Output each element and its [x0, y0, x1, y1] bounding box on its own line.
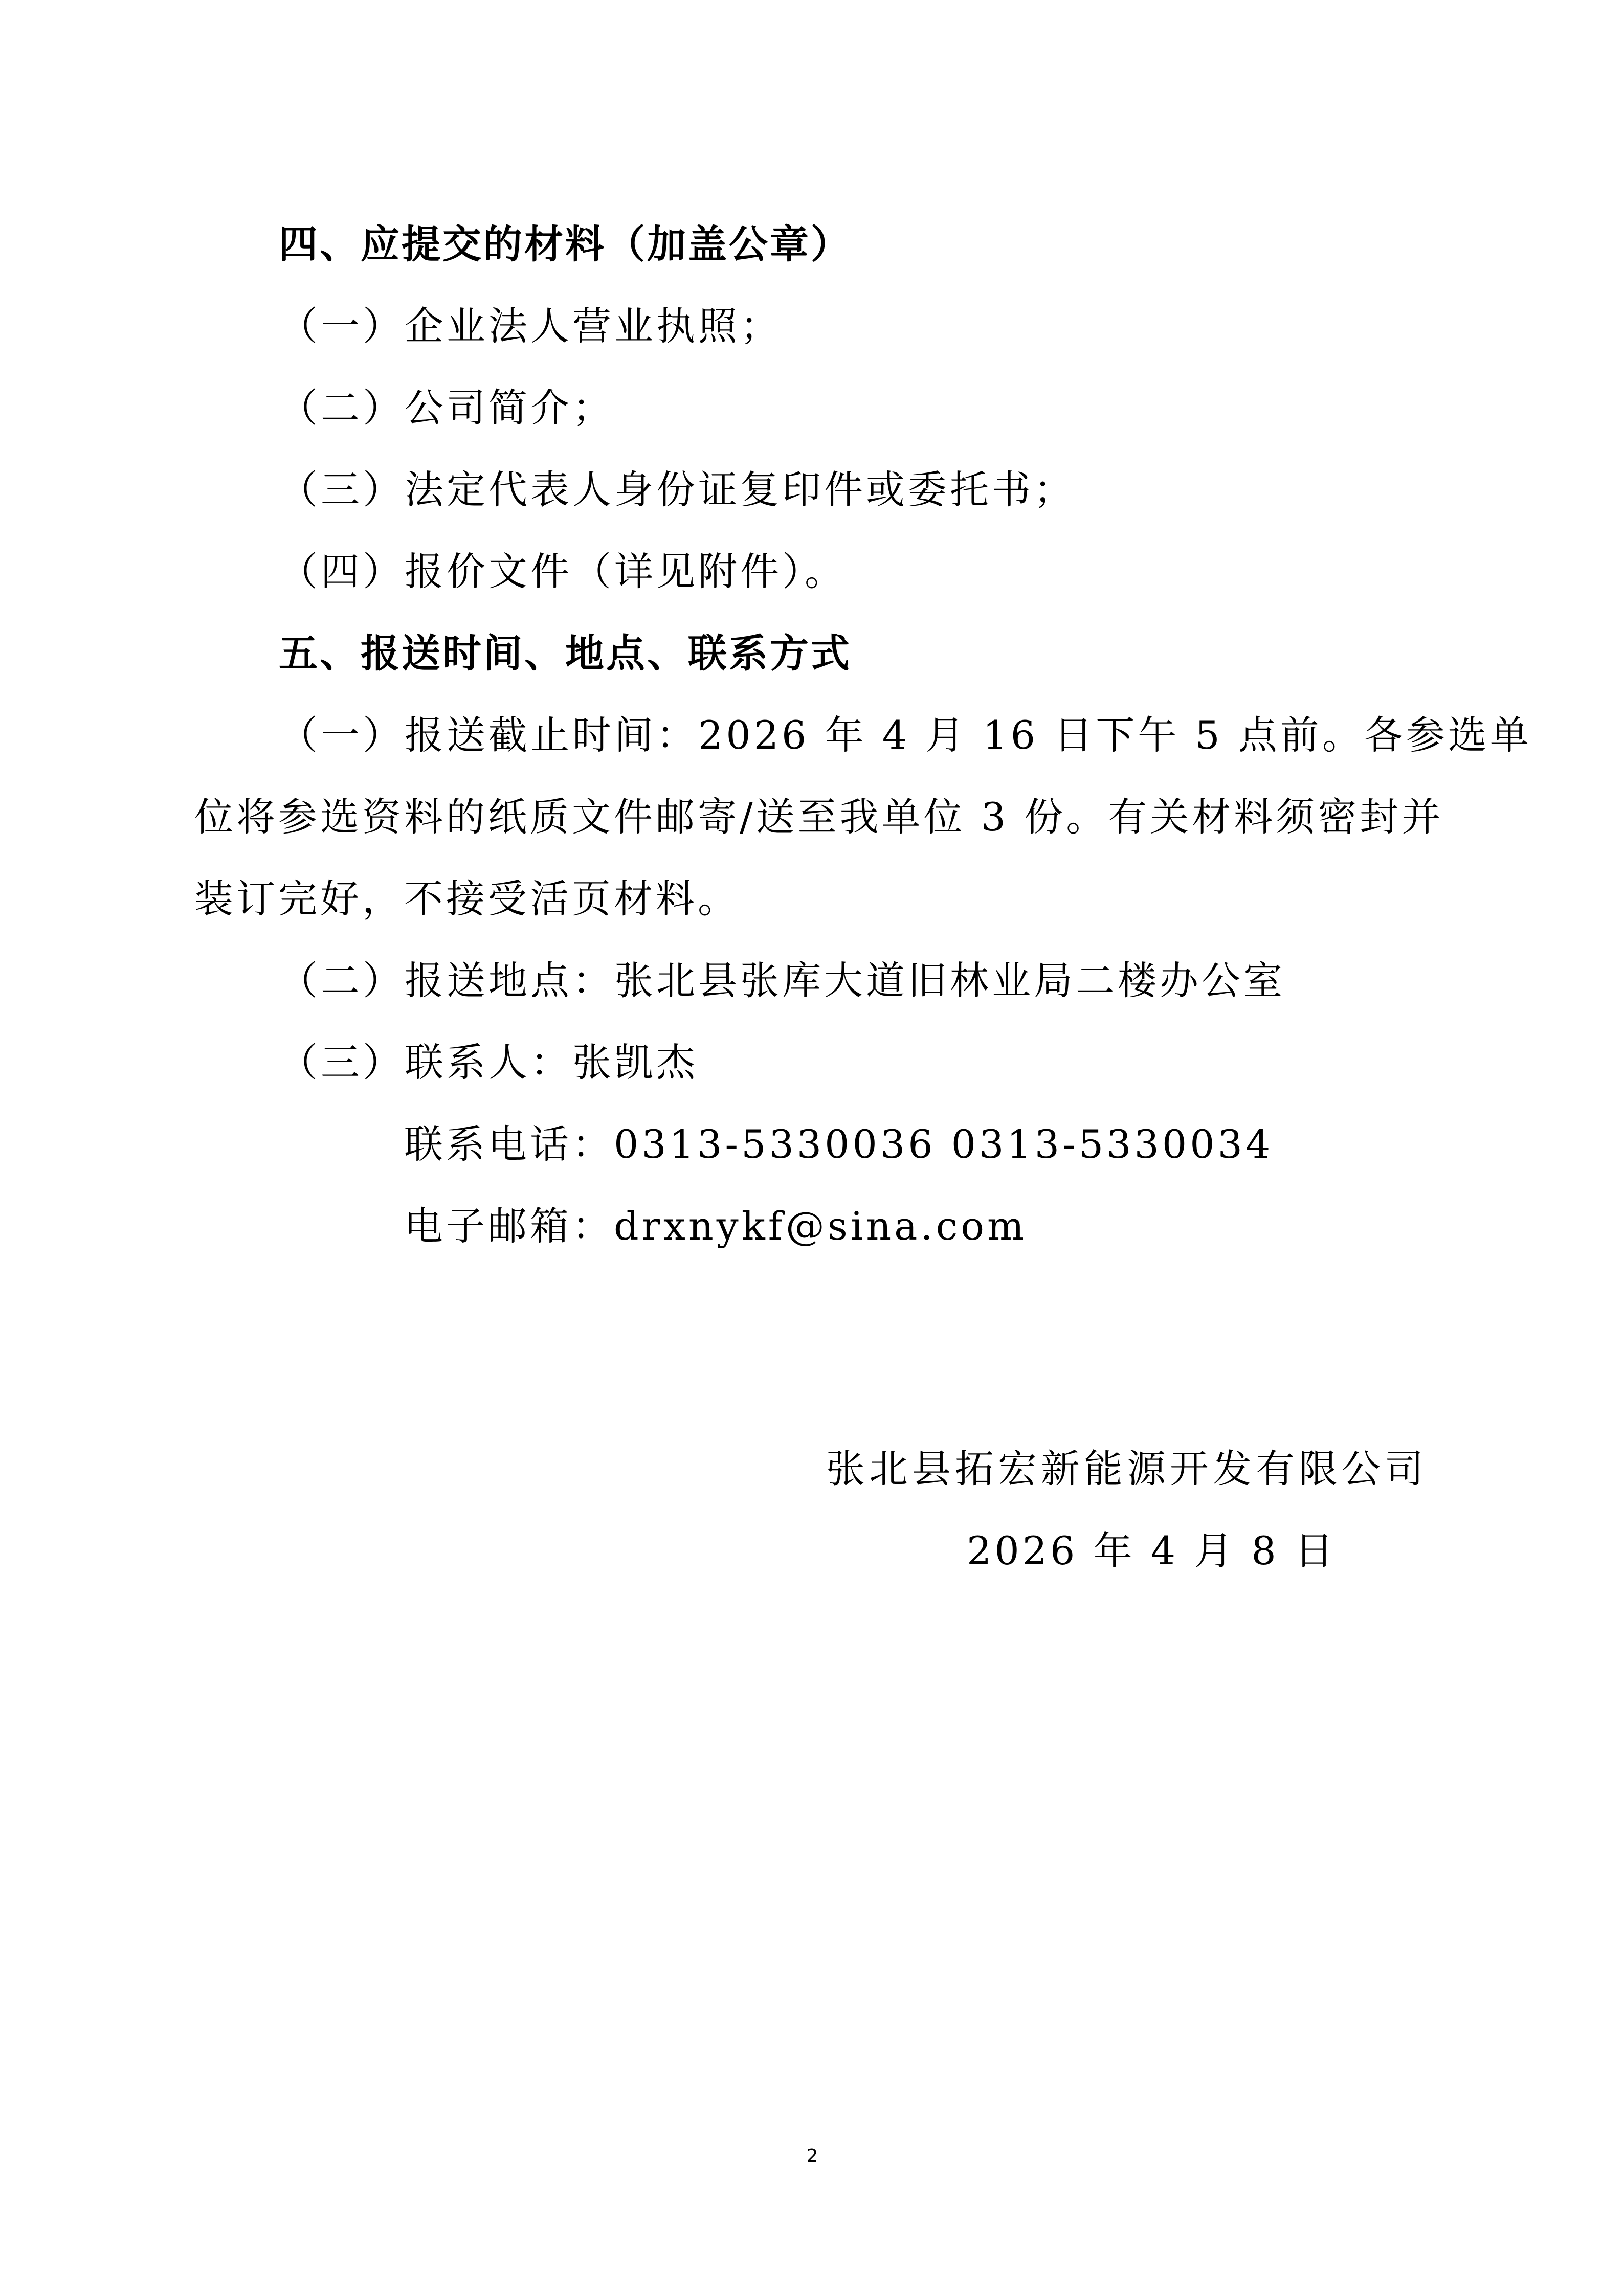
- contact-phone-line: 联系电话：0313-5330036 0313-5330034: [404, 1121, 1274, 1167]
- section-five-heading: 五、报送时间、地点、联系方式: [279, 631, 852, 676]
- deadline-line-1: （一）报送截止时间：2026 年 4 月 16 日下午 5 点前。各参选单: [279, 712, 1532, 758]
- section-four-heading: 四、应提交的材料（加盖公章）: [279, 221, 852, 267]
- contact-email-line: 电子邮箱：drxnykf@sina.com: [404, 1203, 1028, 1249]
- materials-item-2: （二）公司简介；: [279, 385, 614, 431]
- location-line: （二）报送地点：张北县张库大道旧林业局二楼办公室: [279, 958, 1285, 1003]
- deadline-line-2: 位将参选资料的纸质文件邮寄/送至我单位 3 份。有关材料须密封并: [194, 794, 1444, 840]
- contact-person-line: （三）联系人：张凯杰: [279, 1040, 698, 1085]
- signature-date: 2026 年 4 月 8 日: [967, 1528, 1337, 1573]
- signature-company: 张北县拓宏新能源开发有限公司: [826, 1446, 1428, 1492]
- materials-item-4: （四）报价文件（详见附件）。: [279, 549, 847, 594]
- materials-item-1: （一）企业法人营业执照；: [279, 303, 782, 349]
- deadline-line-3: 装订完好，不接受活页材料。: [194, 876, 740, 921]
- materials-item-3: （三）法定代表人身份证复印件或委托书；: [279, 467, 1076, 512]
- page-number: 2: [806, 2146, 818, 2167]
